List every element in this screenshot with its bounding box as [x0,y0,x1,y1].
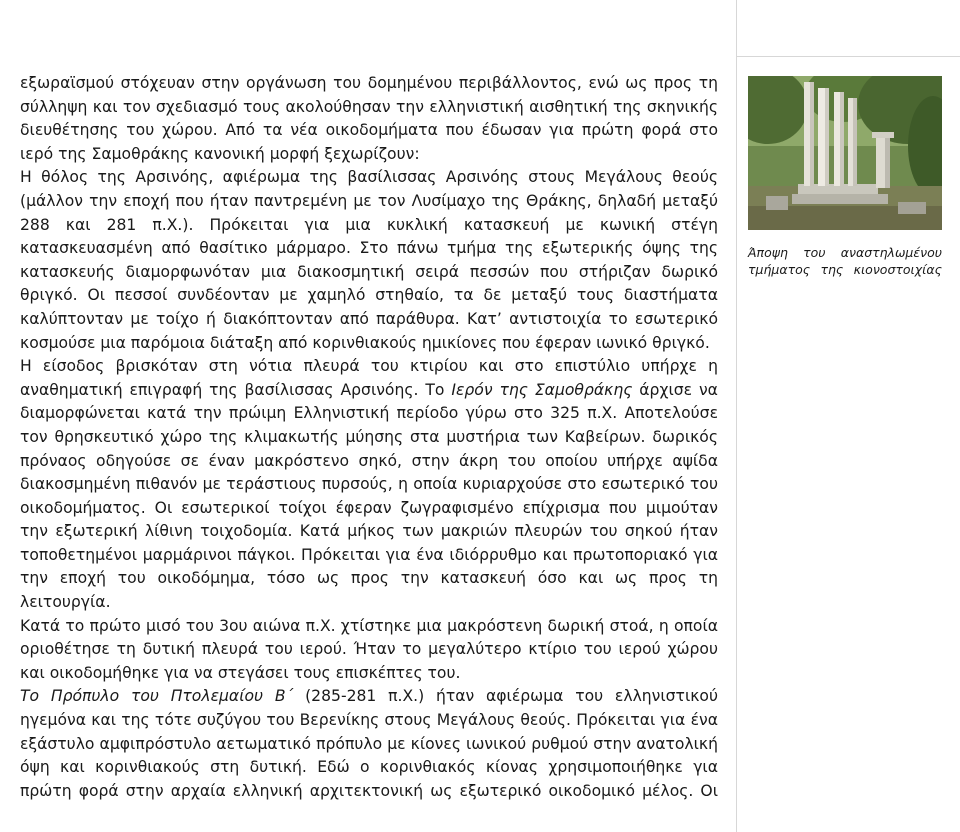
margin-top-rule [736,56,960,57]
main-text-column [20,72,718,803]
margin-rule [736,0,737,832]
colonnade-illustration [748,76,942,230]
paragraph-entrance-rest: άρχισε να διαμορφώνεται κατά την πρώιμη Ελληνιστική περίοδο γύρω στο 325 π.Χ. Αποτελούσε τον θρησκευτικό χώρο της κλιμακωτής μύησης στα μυστήρια των Καβείρων. δωρικός πρόναος οδηγούσε σε έναν μακρόστενο σηκό, στην άκρη του οποίου υπήρχε αψίδα διακοσμημένη πιθανόν με τεράστιους πυρσούς, η οποία κυριαρχούσε στο εσωτερικό του οικοδομήματος. Οι εσωτερικοί τοίχοι έφεραν ζωγραφισμένο επίχρισμα που μιμούταν την εξωτερική λίθινη τοιχοδομία. Κατά μήκος των μακριών πλευρών του σηκού ήταν τοποθετημένοι μαρμάρινοι πάγκοι. Πρόκειται για ένα ιδιόρρυθμο και πρωτοποριακό για την εποχή του οικοδόμημα, τόσο ως προς την κατασκευή όσο και ως προς τη λειτουργία. [20,380,718,612]
colonnade-photo [748,76,942,230]
paragraph-propylon [20,685,718,803]
photo-caption: Άποψη του αναστηλωμένου τμήματος της κιονοστοιχίας [748,245,942,277]
paragraph-entrance-italic: Ιερόν της Σαμοθράκης [451,380,633,399]
paragraph-doric-stoa: Κατά το πρώτο μισό του 3ου αιώνα π.Χ. χτίστηκε μια μακρόστενη δωρική στοά, η οποία οριοθέτησε τη δυτική πλευρά του ιερού. Ήταν το μεγαλύτερο κτίριο του ιερού χώρου και οικοδομήθηκε για να στεγάσει τους επισκέπτες του. [20,616,718,682]
paragraph-intro: εξωραϊσμού στόχευαν στην οργάνωση του δομημένου περιβάλλοντος, ενώ ως προς τη σύλληψη και τον σχεδιασμό τους ακολούθησαν την ελληνιστική αισθητική της σκηνικής διευθέτησης του χώρου. Από τα νέα οικοδομήματα που έδωσαν για πρώτη φορά στο ιερό της Σαμοθράκης κανονική μορφή ξεχωρίζουν: [20,74,718,163]
paragraph-propylon-rest: (285-281 π.Χ.) ήταν αφιέρωμα του ελληνιστικού ηγεμόνα και της τότε συζύγου του Βερενίκης στους Μεγάλους θεούς. Πρόκειται για ένα εξάστυλο αμφιπρόστυλο αετωματικό πρόπυλο με κίονες ιωνικού ρυθμού στην ανατολική όψη και κορινθιακούς στη δυτική. Εδώ ο κορινθιακός κίονας χρησιμοποιήθηκε για πρώτη φορά στην αρχαία ελληνική αρχιτεκτονική ως εξωτερικό οικοδομικό μέλος. Οι [20,687,718,800]
paragraph-entrance [20,355,718,615]
paragraph-entrance-text: Η είσοδος βρισκόταν στη νότια πλευρά του κτιρίου και στο επιστύλιο υπήρχε η αναθηματική επιγραφή της βασίλισσας Αρσινόης. Το [20,357,718,399]
paragraph-propylon-italic: Το Πρόπυλο του Πτολεμαίου Β΄ [20,687,294,706]
paragraph-arsinoe-tholos: Η θόλος της Αρσινόης, αφιέρωμα της βασίλισσας Αρσινόης στους Μεγάλους θεούς (μάλλον την εποχή που ήταν παντρεμένη με τον Λυσίμαχο της Θράκης, δηλαδή μεταξύ 288 και 281 π.Χ.). Πρόκειται για μια κυκλική κατασκευή με κωνική στέγη κατασκευασμένη από θασίτικο μάρμαρο. Στο πάνω τμήμα της εξωτερικής όψης της κατασκευής διαμορφωνόταν μια διακοσμητική σειρά πεσσών που στήριζαν δωρικό θριγκό. Οι πεσσοί συνδέονταν με χαμηλό στηθαίο, τα δε μεταξύ τους διαστήματα καλύπτονταν με τοίχο ή διακόπτονταν από παράθυρα. Κατ’ αντιστοιχία το εσωτερικό κοσμούσε μια παρόμοια διάταξη από κορινθιακούς ημικίονες που έφεραν ιωνικό θριγκό. [20,168,718,352]
